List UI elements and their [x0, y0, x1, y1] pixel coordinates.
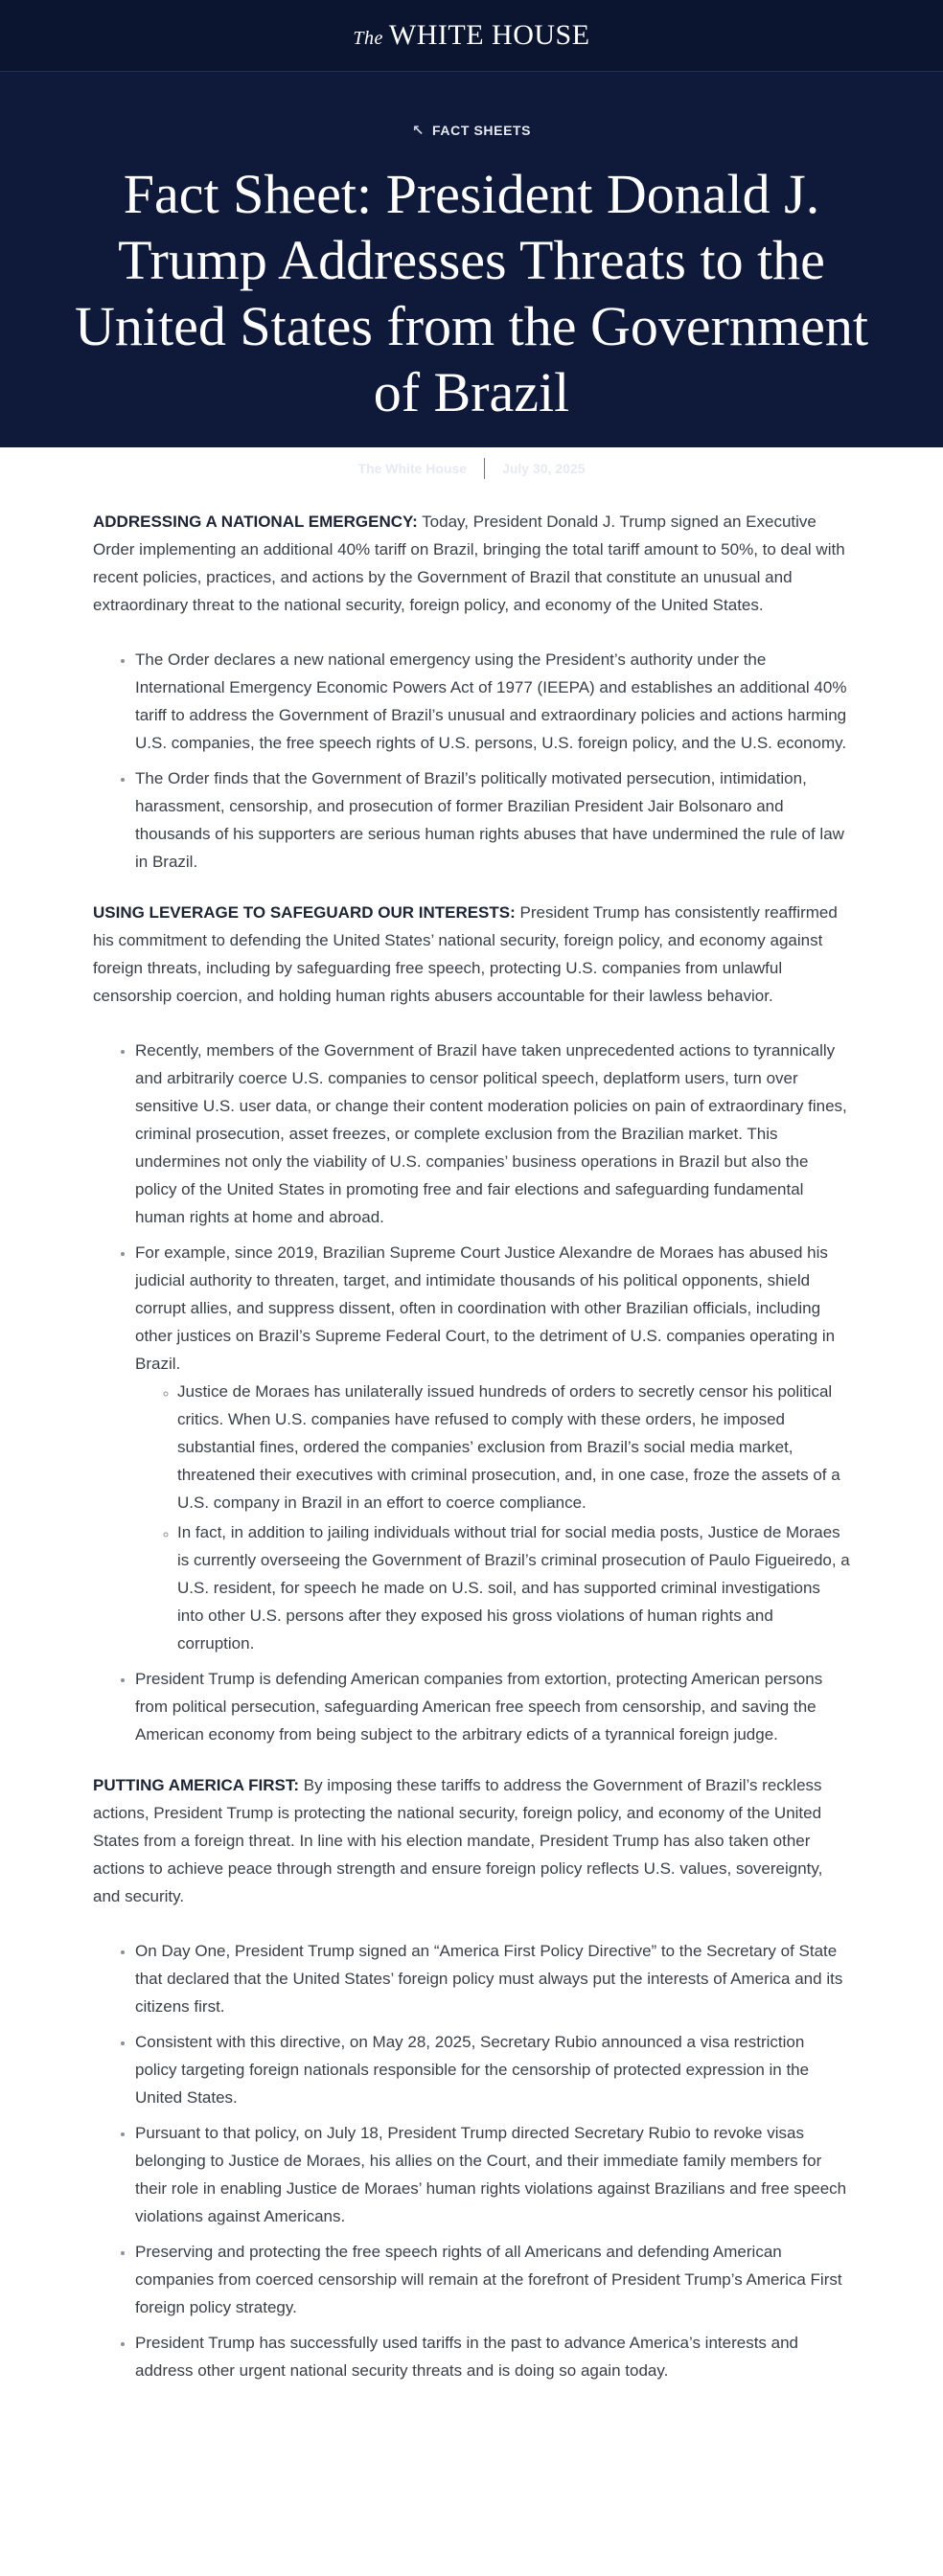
section-heading: USING LEVERAGE TO SAFEGUARD OUR INTERESTS:	[93, 903, 516, 922]
sub-list-item: ◦ Justice de Moraes has unilaterally issued hundreds of orders to secretly censor his political critics. When U.S. companies have refused to comply with these orders, he imposed substantial fines, ordered the companies’ exclusion from Brazil’s social media market, threatened their executives with criminal prosecution, and, in one case, froze the assets of a U.S. company in Brazil in an effort to coerce compliance.	[177, 1378, 850, 1516]
section-heading: PUTTING AMERICA FIRST:	[93, 1776, 300, 1794]
list-item: • The Order finds that the Government of Brazil’s politically motivated persecution, intimidation, harassment, censorship, and prosecution of former Brazilian President Jair Bolsonaro and thousands of his supporters are serious human rights abuses that have undermined the rule of law in Brazil.	[135, 764, 850, 876]
list-item: • The Order declares a new national emergency using the President’s authority under the International Emergency Economic Powers Act of 1977 (IEEPA) and establishes an additional 40% tariff to address the Government of Brazil’s unusual and extraordinary policies and actions harming U.S. companies, the free speech rights of U.S. persons, U.S. foreign policy, and the U.S. economy.	[135, 646, 850, 757]
section-america-first	[93, 1771, 850, 2384]
list-item-text: For example, since 2019, Brazilian Supreme Court Justice Alexandre de Moraes has abused his judicial authority to threaten, target, and intimidate thousands of his political opponents, shield corrupt allies, and suppress dissent, often in coordination with other Brazilian officials, including other justices on Brazil’s Supreme Federal Court, to the detriment of U.S. companies operating in Brazil.	[135, 1243, 836, 1373]
page-title: Fact Sheet: President Donald J. Trump Addresses Threats to the United States from the Government of Brazil	[75, 163, 868, 423]
section-leverage	[93, 899, 850, 1748]
list-item: • Consistent with this directive, on May 28, 2025, Secretary Rubio announced a visa restriction policy targeting foreign nationals responsible for the censorship of protected expression in the United States.	[135, 2028, 850, 2111]
bullet-list	[93, 646, 850, 876]
list-item: • Recently, members of the Government of Brazil have taken unprecedented actions to tyrannically and arbitrarily coerce U.S. companies to censor political speech, deplatform users, turn over sensitive U.S. user data, or change their content moderation policies on pain of extraordinary fines, criminal prosecution, asset freezes, or complete exclusion from the Brazilian market. This undermines not only the viability of U.S. companies’ business operations in Brazil but also the policy of the United States in promoting free and fair elections and safeguarding fundamental human rights at home and abroad.	[135, 1037, 850, 1231]
publish-date: July 30, 2025	[502, 461, 586, 476]
white-house-logo[interactable]	[353, 19, 589, 52]
section-text: By imposing these tariffs to address the Government of Brazil’s reckless actions, President Trump is protecting the national security, foreign policy, and economy of the United States from a foreign threat. In line with his election mandate, President Trump has also taken other actions to achieve peace through strength and ensure foreign policy reflects U.S. values, sovereignty, and security.	[93, 1776, 823, 1905]
bullet-list	[93, 1937, 850, 2384]
byline-divider	[484, 458, 485, 479]
section-paragraph	[93, 1771, 850, 1910]
section-text: Today, President Donald J. Trump signed an Executive Order implementing an additional 40% tariff on Brazil, bringing the total tariff amount to 50%, to deal with recent policies, practices, and actions by the Government of Brazil that constitute an unusual and extraordinary threat to the national security, foreign policy, and economy of the United States.	[93, 513, 845, 614]
list-item: • On Day One, President Trump signed an “America First Policy Directive” to the Secretary of State that declared that the United States’ foreign policy must always put the interests of America and its citizens first.	[135, 1937, 850, 2020]
bullet-list	[93, 1037, 850, 1748]
hero-banner	[0, 72, 943, 476]
section-paragraph	[93, 508, 850, 619]
logo-name: WHITE HOUSE	[388, 19, 590, 51]
section-national-emergency	[93, 508, 850, 876]
site-header	[0, 0, 943, 72]
article-body	[93, 447, 850, 2384]
sub-list-item: ◦ In fact, in addition to jailing individuals without trial for social media posts, Justice de Moraes is currently overseeing the Government of Brazil’s criminal prosecution of Paulo Figueiredo, a U.S. resident, for speech he made on U.S. soil, and has supported criminal investigations into other U.S. persons after they exposed his gross violations of human rights and corruption.	[177, 1518, 850, 1657]
list-item	[135, 1239, 850, 1657]
sub-bullet-list	[135, 1378, 850, 1657]
list-item: • Pursuant to that policy, on July 18, President Trump directed Secretary Rubio to revoke visas belonging to Justice de Moraes, his allies on the Court, and their immediate family members for their role in enabling Justice de Moraes’ human rights violations against Brazilians and free speech violations against Americans.	[135, 2119, 850, 2230]
section-text: President Trump has consistently reaffirmed his commitment to defending the United States’ national security, foreign policy, and economy against foreign threats, including by safeguarding free speech, protecting U.S. companies from unlawful censorship coercion, and holding human rights abusers accountable for their lawless behavior.	[93, 903, 838, 1005]
list-item: • President Trump is defending American companies from extortion, protecting American persons from political persecution, safeguarding American free speech from censorship, and saving the American economy from being subject to the arbitrary edicts of a tyrannical foreign judge.	[135, 1665, 850, 1748]
list-item: • President Trump has successfully used tariffs in the past to advance America’s interests and address other urgent national security threats and is doing so again today.	[135, 2329, 850, 2384]
list-item: • Preserving and protecting the free speech rights of all Americans and defending American companies from coerced censorship will remain at the forefront of President Trump’s America First foreign policy strategy.	[135, 2238, 850, 2321]
author-link[interactable]: The White House	[357, 461, 468, 476]
kicker-label: FACT SHEETS	[432, 123, 532, 138]
arrow-up-left-icon: ↖	[411, 123, 426, 139]
logo-the: The	[353, 28, 383, 49]
fact-sheets-link[interactable]	[412, 122, 531, 139]
section-paragraph	[93, 899, 850, 1010]
section-heading: ADDRESSING A NATIONAL EMERGENCY:	[93, 513, 418, 531]
